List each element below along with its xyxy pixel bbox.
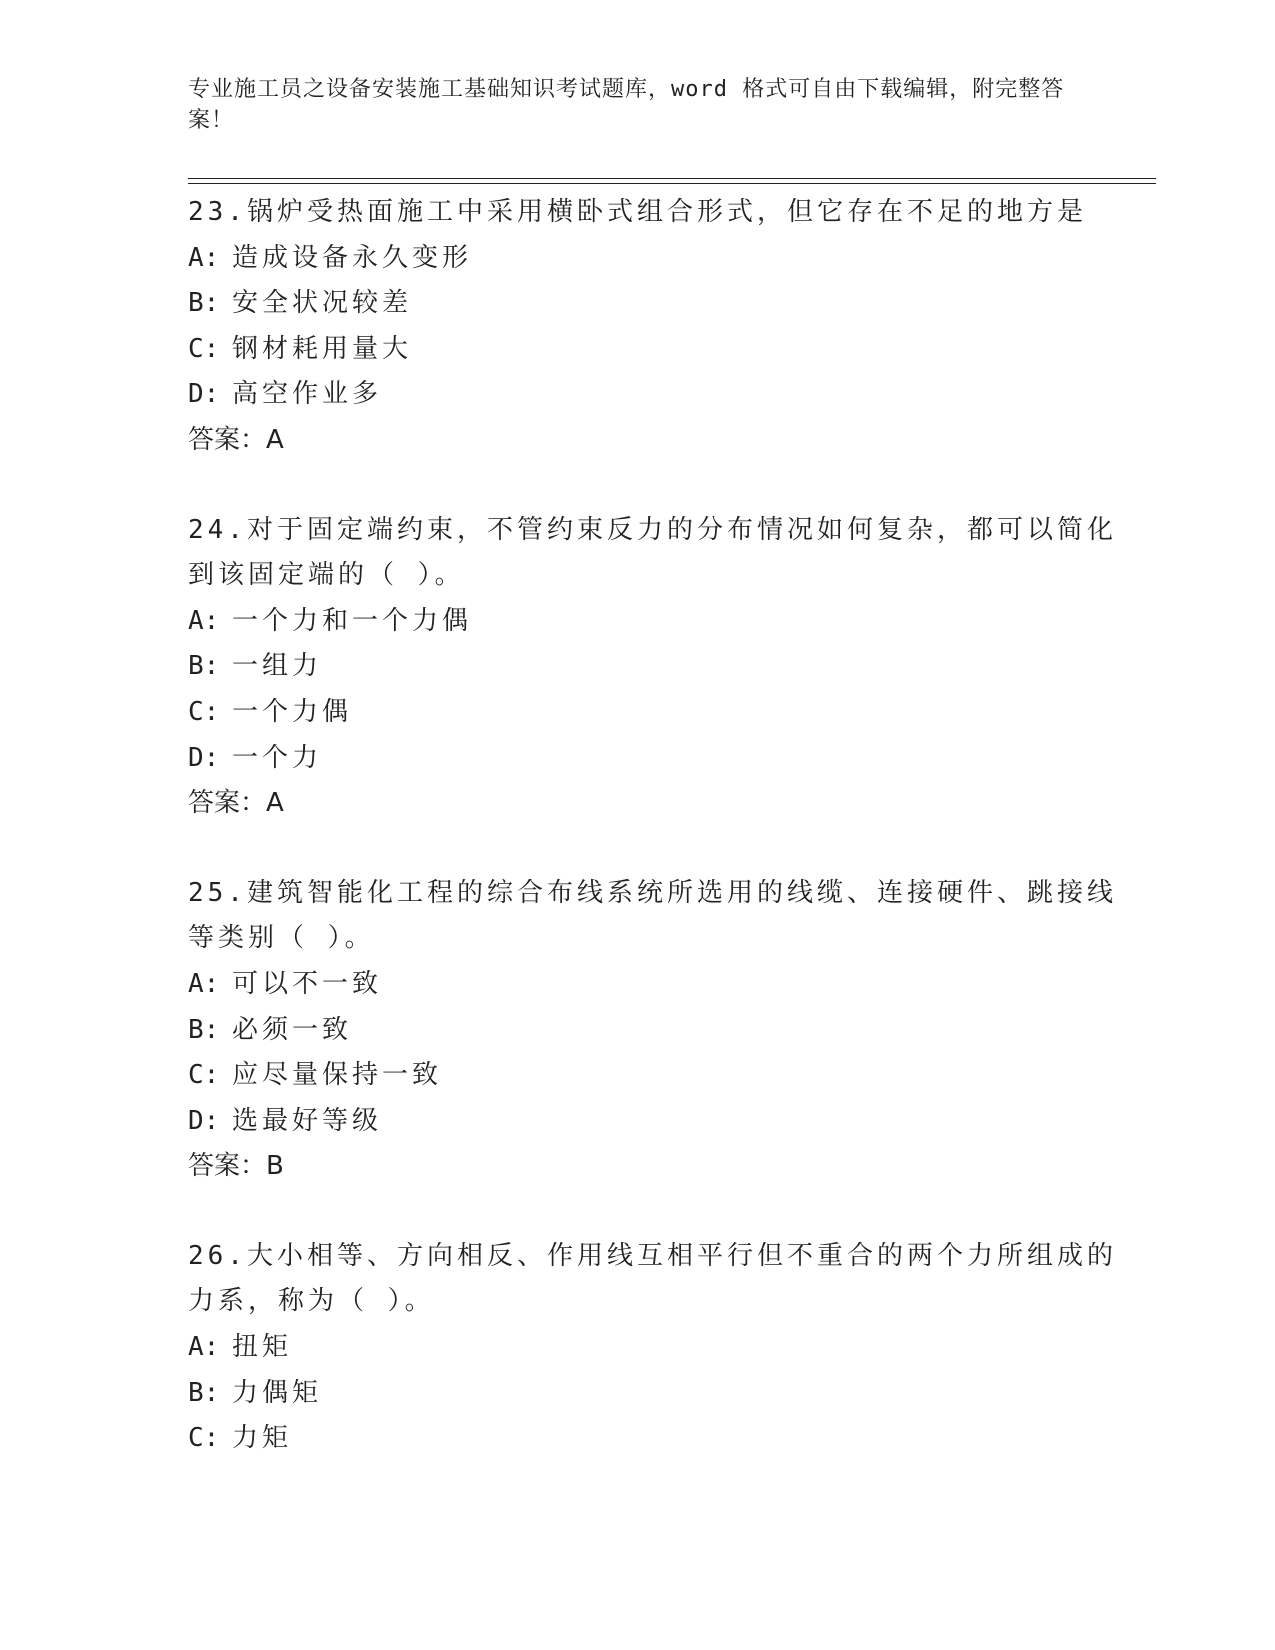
option-a — [188, 1325, 1088, 1371]
option-key: C: — [188, 1423, 220, 1454]
answer-line: 答案：B — [188, 1151, 284, 1182]
answer-line: 答案：A — [188, 788, 284, 819]
option-c — [188, 327, 1088, 373]
header-divider-bottom — [188, 183, 1156, 184]
question-list — [188, 190, 1117, 1506]
option-text: 一个力 — [232, 742, 323, 773]
option-key: D: — [188, 379, 220, 410]
option-b — [188, 1008, 1088, 1054]
option-text: 一个力和一个力偶 — [232, 605, 473, 636]
question-stem: 25.建筑智能化工程的综合布线系统所选用的线缆、连接硬件、跳接线 — [188, 877, 1117, 908]
option-key: A: — [188, 968, 220, 999]
question-stem-continued: 力系，称为（ ）。 — [188, 1286, 435, 1317]
option-key: A: — [188, 605, 220, 636]
option-key: C: — [188, 1060, 220, 1091]
option-a — [188, 236, 1088, 282]
option-key: B: — [188, 288, 220, 319]
option-c — [188, 1053, 1088, 1099]
option-text: 必须一致 — [232, 1014, 353, 1045]
question-stem: 23.锅炉受热面施工中采用横卧式组合形式，但它存在不足的地方是 — [188, 197, 1087, 227]
option-text: 造成设备永久变形 — [232, 242, 473, 273]
question-25 — [188, 871, 1117, 1190]
option-key: A: — [188, 242, 220, 273]
question-stem-continued: 到该固定端的（ ）。 — [188, 560, 465, 591]
option-key: D: — [188, 1105, 220, 1136]
option-text: 可以不一致 — [232, 968, 383, 999]
option-key: A: — [188, 1332, 220, 1363]
option-text: 安全状况较差 — [232, 288, 413, 319]
option-b — [188, 1371, 1088, 1417]
option-key: B: — [188, 651, 220, 682]
option-b — [188, 281, 1088, 327]
question-23 — [188, 190, 1088, 464]
option-text: 扭矩 — [232, 1332, 293, 1363]
question-stem: 26.大小相等、方向相反、作用线互相平行但不重合的两个力所组成的 — [188, 1240, 1117, 1271]
option-key: B: — [188, 1014, 220, 1045]
option-c — [188, 1416, 1088, 1462]
header-divider-top — [188, 178, 1156, 179]
option-key: B: — [188, 1377, 220, 1408]
option-b — [188, 644, 1088, 690]
document-header: 专业施工员之设备安装施工基础知识考试题库，word 格式可自由下载编辑，附完整答案！ — [188, 77, 1065, 133]
option-key: D: — [188, 742, 220, 773]
option-text: 钢材耗用量大 — [232, 333, 413, 364]
question-stem: 24.对于固定端约束，不管约束反力的分布情况如何复杂，都可以简化 — [188, 514, 1117, 545]
option-d — [188, 372, 1088, 418]
option-c — [188, 690, 1088, 736]
option-a — [188, 599, 1088, 645]
option-text: 一组力 — [232, 651, 323, 682]
question-stem-continued: 等类别（ ）。 — [188, 923, 375, 954]
question-24 — [188, 508, 1117, 827]
option-d — [188, 1099, 1088, 1145]
option-text: 应尽量保持一致 — [232, 1060, 443, 1091]
option-key: C: — [188, 696, 220, 727]
option-a — [188, 962, 1088, 1008]
question-26 — [188, 1234, 1117, 1462]
option-text: 一个力偶 — [232, 696, 353, 727]
option-text: 力矩 — [232, 1423, 293, 1454]
option-text: 力偶矩 — [232, 1377, 323, 1408]
option-d — [188, 736, 1088, 782]
option-text: 高空作业多 — [232, 379, 383, 410]
option-key: C: — [188, 333, 220, 364]
answer-line: 答案：A — [188, 424, 284, 455]
option-text: 选最好等级 — [232, 1105, 383, 1136]
